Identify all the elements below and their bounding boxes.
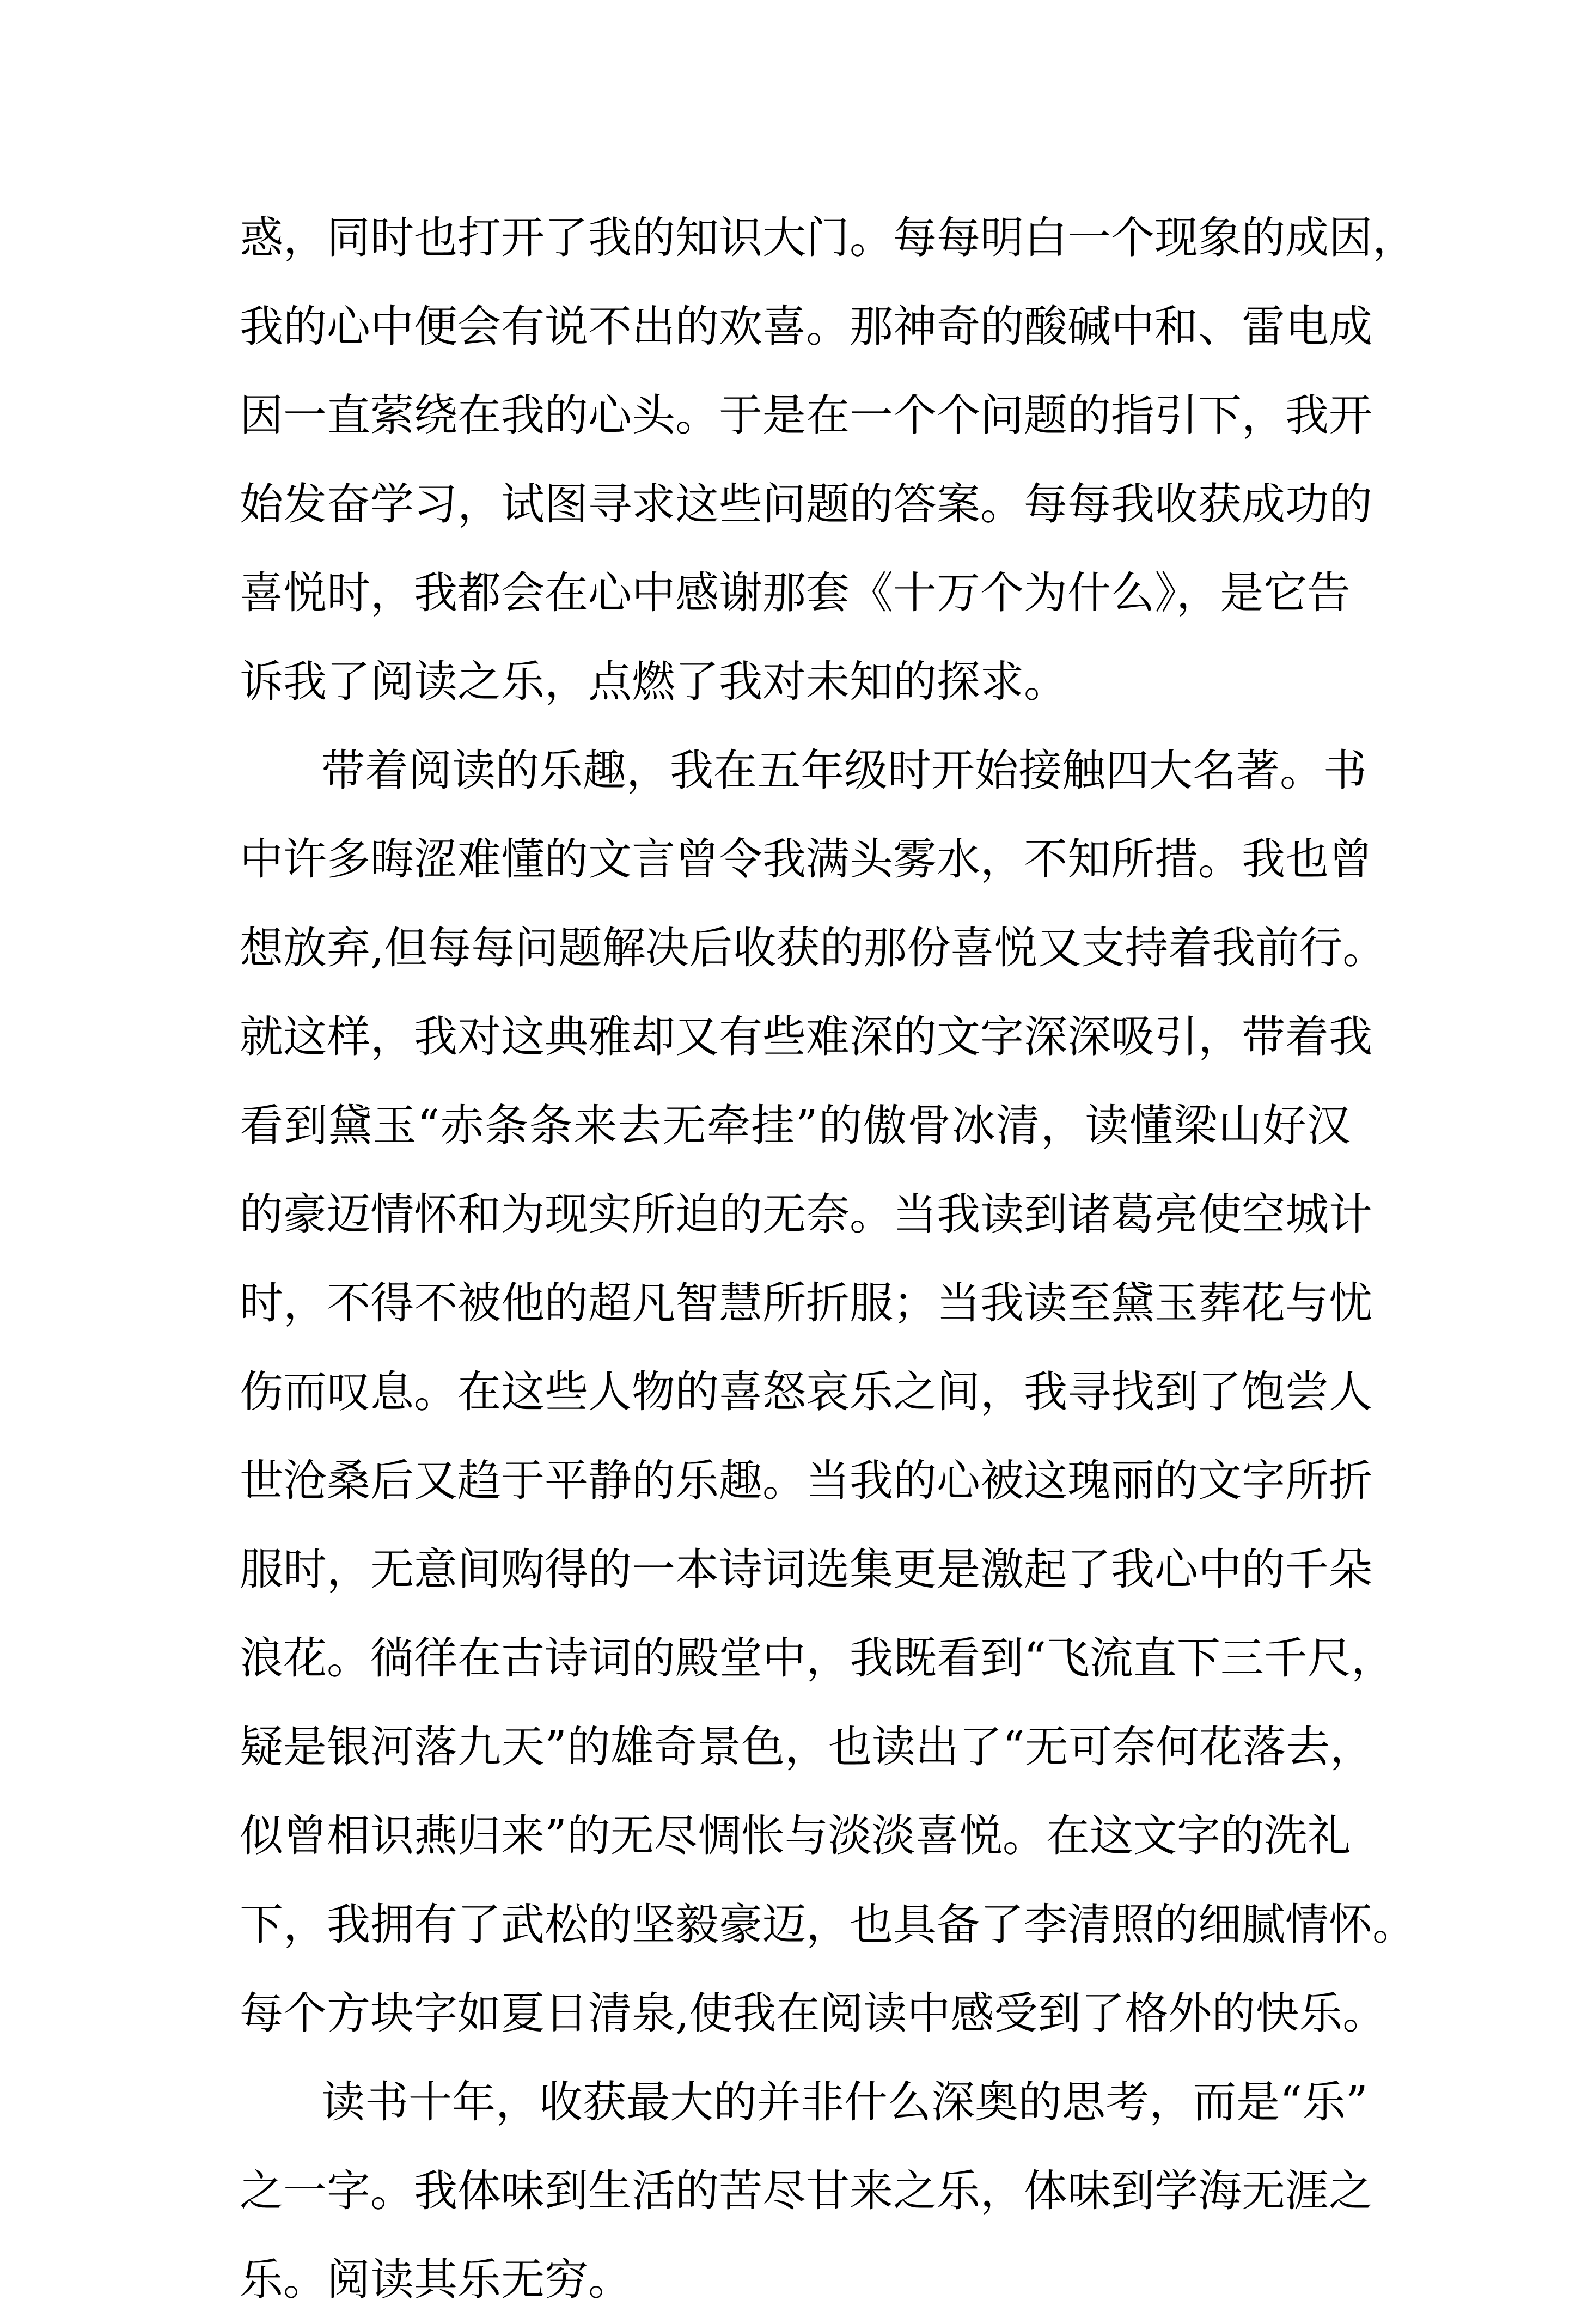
paragraph-2-line: 就这样，我对这典雅却又有些难深的文字深深吸引，带着我	[240, 1011, 1372, 1062]
paragraph-2-line: 带着阅读的乐趣，我在五年级时开始接触四大名著。书	[321, 745, 1367, 796]
paragraph-1-line: 始发奋学习，试图寻求这些问题的答案。每每我收获成功的	[240, 479, 1372, 529]
paragraph-1-line: 喜悦时，我都会在心中感谢那套《十万个为什么》，是它告	[240, 568, 1351, 618]
paragraph-3-line: 之一字。我体味到生活的苦尽甘来之乐，体味到学海无涯之	[240, 2166, 1372, 2216]
paragraph-3-line: 读书十年，收获最大的并非什么深奥的思考，而是“乐”	[321, 2077, 1368, 2127]
paragraph-1-line: 诉我了阅读之乐，点燃了我对未知的探求。	[240, 656, 1067, 707]
paragraph-2-line: 下，我拥有了武松的坚毅豪迈，也具备了李清照的细腻情怀。	[240, 1899, 1416, 1950]
paragraph-2-line: 每个方块字如夏日清泉,使我在阅读中感受到了格外的快乐。	[240, 1988, 1386, 2039]
paragraph-2-line: 时，不得不被他的超凡智慧所折服；当我读至黛玉葬花与忧	[240, 1278, 1372, 1328]
paragraph-2-line: 世沧桑后又趋于平静的乐趣。当我的心被这瑰丽的文字所折	[240, 1455, 1372, 1506]
body-text	[240, 193, 1416, 2324]
paragraph-3-line: 乐。阅读其乐无穷。	[240, 2254, 632, 2305]
paragraph-2-line: 看到黛玉“赤条条来去无牵挂”的傲骨冰清，读懂梁山好汉	[240, 1100, 1351, 1151]
paragraph-2-line: 中许多晦涩难懂的文言曾令我满头雾水，不知所措。我也曾	[240, 834, 1372, 885]
paragraph-2-line: 想放弃,但每每问题解决后收获的那份喜悦又支持着我前行。	[240, 923, 1386, 973]
paragraph-2-line: 似曾相识燕归来”的无尽惆怅与淡淡喜悦。在这文字的洗礼	[240, 1810, 1351, 1861]
paragraph-2-line: 伤而叹息。在这些人物的喜怒哀乐之间，我寻找到了饱尝人	[240, 1367, 1372, 1417]
paragraph-2-line: 的豪迈情怀和为现实所迫的无奈。当我读到诸葛亮使空城计	[240, 1189, 1372, 1240]
paragraph-2-line: 疑是银河落九天”的雄奇景色，也读出了“无可奈何花落去，	[240, 1722, 1373, 1772]
paragraph-2-line: 浪花。徜徉在古诗词的殿堂中，我既看到“飞流直下三千尺，	[240, 1633, 1395, 1683]
paragraph-1-line: 因一直萦绕在我的心头。于是在一个个问题的指引下，我开	[240, 390, 1372, 441]
paragraph-2-line: 服时，无意间购得的一本诗词选集更是激起了我心中的千朵	[240, 1544, 1372, 1595]
paragraph-1-line: 我的心中便会有说不出的欢喜。那神奇的酸碱中和、雷电成	[240, 301, 1372, 352]
paragraph-1-line: 惑，同时也打开了我的知识大门。每每明白一个现象的成因，	[240, 212, 1416, 263]
